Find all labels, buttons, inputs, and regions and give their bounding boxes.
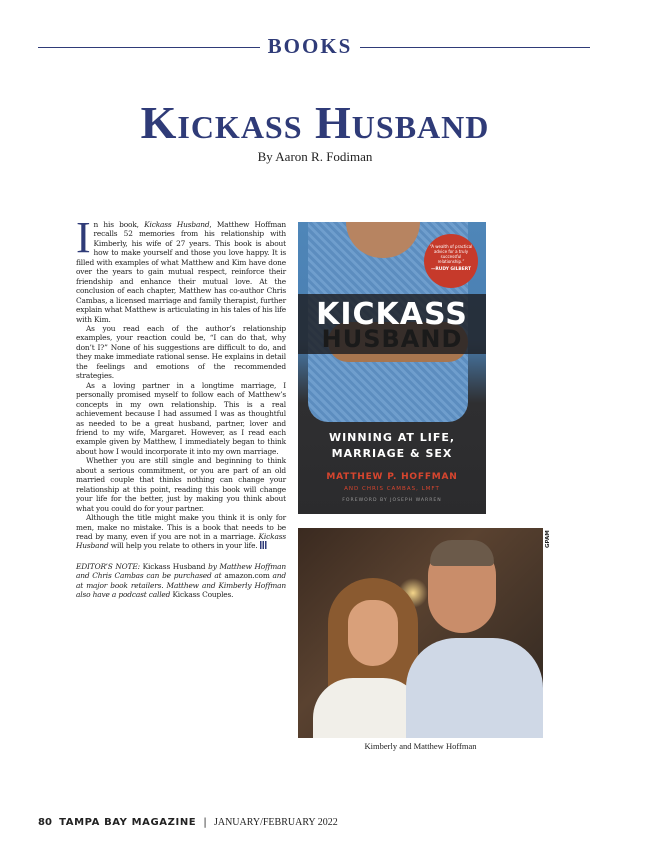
article-title: Kickass Husband	[140, 97, 490, 148]
book-title-ref: Kickass Husband	[76, 531, 286, 551]
paragraph-1: In his book, Kickass Husband, Matthew Hoffman recalls 52 memories from his relationship with Kimberly, his wife of 27 years. This book is about how to make yourself and those you love happy. It is filled with examples of what Matthew and Kim have done over the years to gain mutual respect, reinforce their friendship and enhance their mutual love. At the conclusion of each chapter, Matthew has co-author Chris Cambas, a licensed marriage and family therapist, further explain what Matthew is articulating in his tales of his life with Kim.	[76, 213, 286, 324]
footer-separator: |	[203, 817, 207, 828]
paragraph-5: Although the title might make you think it is only for men, make no mistake. This is a book that needs to be read by many, even if you are not in a marriage. Kickass Husband will help you relate to others in your life.	[76, 513, 286, 551]
couple-photo	[298, 528, 543, 738]
paragraph-3: As a loving partner in a longtime marriage, I personally promised myself to follow each of Matthew’s concepts in my own relationship. This is a real achievement because I had assumed I was as thoughtful as needed to be a great husband, partner, lover and friend to my wife, Margaret. However, as I read each example given by Matthew, I immediately began to think about how I would incorporate it into my own marriage.	[76, 380, 286, 456]
cover-author: MATTHEW P. HOFFMAN	[326, 472, 458, 482]
photo-caption: Kimberly and Matthew Hoffman	[364, 741, 477, 751]
drop-cap: I	[76, 213, 91, 262]
page-footer	[38, 817, 338, 828]
cover-foreword: FOREWORD BY JOSEPH WARREN	[342, 498, 442, 503]
man-shirt	[406, 638, 543, 738]
paragraph-2: As you read each of the author’s relationship examples, your reaction could be, “I can do that, why don’t I?” None of his suggestions are difficult to do, and they make immediate rational sense. He explains in detail the feelings and emotions of the recommended strategies.	[76, 323, 286, 381]
cover-coauthor: AND CHRIS CAMBAS, LMFT	[344, 486, 440, 492]
book-title-ref: Kickass Husband	[144, 220, 210, 229]
section-label: BOOKS	[267, 34, 353, 58]
end-mark-icon	[260, 541, 267, 549]
cover-subtitle: WINNING AT LIFE, MARRIAGE & SEX	[328, 431, 456, 460]
cover-quote-badge: “A wealth of practical advice for a truly successful relationship.” —RUDY GILBERT	[424, 234, 478, 288]
photo-credit: GPAM	[545, 530, 551, 548]
header-rule-right	[360, 47, 590, 48]
paragraph-4: Whether you are still single and beginning to think about a serious commitment, or you are part of an old married couple that thinks nothing can change your relationship at this point, reading this book will change your life for the better, just by making you think about what you could do for your partner.	[76, 456, 286, 513]
man-hair	[430, 540, 494, 566]
header-rule-left	[38, 47, 260, 48]
issue-date: JANUARY/FEBRUARY 2022	[213, 817, 338, 828]
book-cover-image	[298, 222, 486, 514]
magazine-name: TAMPA BAY MAGAZINE	[59, 817, 197, 828]
page-number: 80	[38, 817, 52, 828]
byline: By Aaron R. Fodiman	[257, 149, 373, 164]
cover-title-line2: HUSBAND	[321, 325, 463, 353]
woman-face	[348, 600, 398, 666]
article-body	[76, 213, 286, 600]
editors-note: EDITOR’S NOTE: Kickass Husband by Matthew Hoffman and Chris Cambas can be purchased at amazon.com and at major book retailers. Matthew and Kimberly Hoffman also have a podcast called Kickass Couples.	[76, 561, 286, 600]
cover-title-line1: KICKASS	[316, 297, 468, 332]
